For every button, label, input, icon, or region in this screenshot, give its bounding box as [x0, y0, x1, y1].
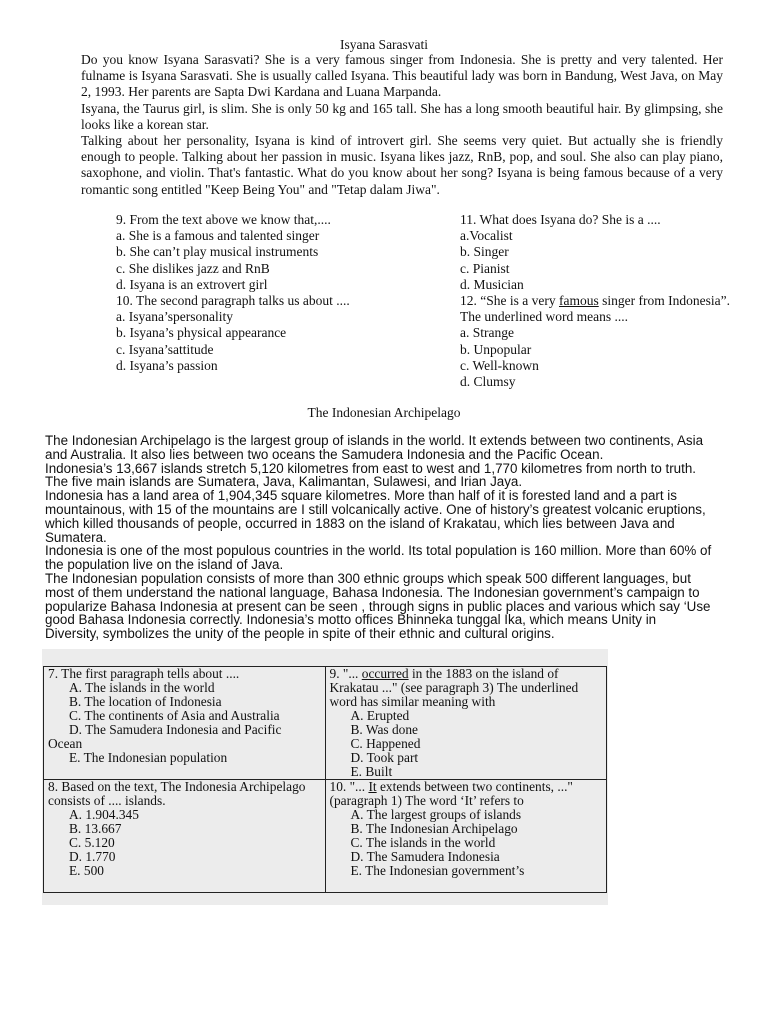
question-10-option-c: c. Isyana’sattitude	[116, 341, 214, 357]
question-9b-option-c: C. Happened	[350, 736, 421, 751]
question-9b-option-d: D. Took part	[350, 750, 419, 765]
question-12-option-c: c. Well-known	[460, 357, 539, 373]
question-7-option-d-wrap: Ocean	[48, 736, 83, 751]
question-9b-option-b: B. Was done	[350, 722, 418, 737]
question-10b-option-b: B. The Indonesian Archipelago	[350, 821, 518, 836]
question-11-option-c: c. Pianist	[460, 260, 510, 276]
question-8-stem: 8. Based on the text, The Indonesia Archipelago consists of .... islands.	[48, 779, 306, 808]
passage-paragraph: Talking about her personality, Isyana is kind of introvert girl. She seems very quiet. But actually she is friendly enough to people. Talking about her passion in music. Isyana likes jazz, RnB, pop, and soul. She also can play piano, saxophone, and violin. That's fantastic. What do you know about her song? Isyana is being famous because of a very romantic song entitled "Keep Being You" and "Tetap dalam Jiwa".	[81, 133, 723, 197]
question-10b-option-e: E. The Indonesian government’s	[350, 863, 525, 878]
question-7-option-e: E. The Indonesian population	[69, 750, 228, 765]
question-9-option-d: d. Isyana is an extrovert girl	[116, 276, 268, 292]
question-9b-option-e: E. Built	[350, 764, 393, 779]
table-cell-q9	[325, 667, 607, 780]
questions-right-column	[460, 212, 730, 390]
question-11-option-d: d. Musician	[460, 276, 524, 292]
question-9b-option-a: A. Erupted	[350, 708, 410, 723]
questions-left-column	[116, 212, 436, 374]
question-9b-stem-end: in the 1883 on the island of Krakatau ..." (see paragraph 3) The underlined word has similar meaning with	[329, 666, 579, 709]
table-row	[44, 667, 607, 780]
question-10b-stem-start: 10. "...	[329, 779, 369, 794]
question-12-option-d: d. Clumsy	[460, 374, 516, 390]
passage-paragraph: Isyana, the Taurus girl, is slim. She is only 50 kg and 165 tall. She has a long smooth beautiful hair. By glimpsing, she looks like a korean star.	[81, 100, 723, 132]
question-8-option-c: C. 5.120	[69, 835, 115, 850]
question-table	[43, 666, 607, 893]
question-11-option-b: b. Singer	[460, 244, 509, 260]
passage-paragraph: The Indonesian Archipelago is the largest group of islands in the world. It extends between two continents, Asia and Australia. It also lies between two oceans the Samudera Indonesia and the Pacific Ocean.	[45, 433, 704, 462]
passage-paragraph: Indonesia is one of the most populous countries in the world. Its total population is 160 million. More than 60% of the population live on the island of Java.	[45, 543, 712, 573]
question-9b-stem-start: 9. "...	[329, 666, 362, 681]
question-7-stem: 7. The first paragraph tells about ....	[48, 666, 240, 681]
question-11-stem: 11. What does Isyana do? She is a ....	[460, 212, 661, 227]
question-8-option-b: B. 13.667	[69, 821, 122, 836]
question-7-option-b: B. The location of Indonesia	[69, 694, 222, 709]
question-12-option-b: b. Unpopular	[460, 341, 532, 357]
archipelago-passage	[45, 434, 713, 641]
question-12-stem-start: 12. “She is a very	[460, 293, 559, 309]
question-10b-option-a: A. The largest groups of islands	[350, 807, 522, 822]
passage-paragraph: Indonesia has a land area of 1,904,345 square kilometres. More than half of it is forested land and a part is mountainous, with 15 of the mountains are I still volcanically active. One of history’s greatest volcanic eruptions, which killed thousands of people, occurred in 1883 on the island of Krakatau, which lies between Java and Sumatera.	[45, 488, 706, 545]
question-12-option-a: a. Strange	[460, 325, 514, 341]
passage-paragraph: The five main islands are Sumatera, Java, Kalimantan, Sulawesi, and Irian Jaya.	[45, 474, 523, 490]
table-cell-q8	[44, 780, 326, 893]
question-9-option-a: a. She is a famous and talented singer	[116, 228, 320, 244]
underlined-word: It	[368, 779, 377, 794]
question-10b-stem	[330, 780, 603, 808]
table-row	[44, 780, 607, 893]
passage-paragraph: The Indonesian population consists of more than 300 ethnic groups which speak 500 different languages, but most of them understand the national language, Bahasa Indonesia. The Indonesian government’s campaign to popularize Bahasa Indonesia at present can be seen , through signs in public places and various which say ‘Use good Bahasa Indonesia correctly. Indonesia’s motto offices Bhinneka tunggal Ika, which means Unity in Diversity, symbolizes the unity of the people in spite of their ethnic and cultural origins.	[45, 570, 711, 642]
question-9b-stem	[330, 667, 603, 709]
question-9-stem: 9. From the text above we know that,....	[116, 212, 331, 227]
question-8-option-a: A. 1.904.345	[69, 807, 139, 822]
question-10-stem: 10. The second paragraph talks us about ....	[116, 293, 350, 309]
passage-paragraph: Do you know Isyana Sarasvati? She is a very famous singer from Indonesia. She is pretty and very talented. Her fulname is Isyana Sarasvati. She is usually called Isyana. This beautiful lady was born in Bandung, West Java, on May 2, 1993. Her parents are Sapta Dwi Kardana and Luana Marpanda.	[81, 52, 723, 100]
question-12-stem-end: singer from Indonesia”. The underlined word means ....	[460, 293, 730, 325]
question-12-stem	[460, 293, 730, 325]
isyana-passage	[81, 52, 723, 198]
question-9-option-c: c. She dislikes jazz and RnB	[116, 260, 270, 276]
table-cell-q10	[325, 780, 607, 893]
question-7-option-d: D. The Samudera Indonesia and Pacific	[69, 722, 282, 737]
title-isyana: Isyana Sarasvati	[339, 37, 429, 52]
question-10b-option-c: C. The islands in the world	[350, 835, 496, 850]
underlined-word: famous	[558, 293, 599, 309]
question-10-option-b: b. Isyana’s physical appearance	[116, 325, 287, 341]
underlined-word: occurred	[361, 666, 409, 681]
question-10b-option-d: D. The Samudera Indonesia	[350, 849, 500, 864]
question-7-option-a: A. The islands in the world	[69, 680, 215, 695]
question-8-option-d: D. 1.770	[69, 849, 116, 864]
table-cell-q7	[44, 667, 326, 780]
question-10-option-d: d. Isyana’s passion	[116, 357, 218, 373]
question-11-option-a: a.Vocalist	[460, 228, 513, 244]
passage-paragraph: Indonesia’s 13,667 islands stretch 5,120 kilometres from east to west and 1,770 kilometres from north to truth.	[45, 460, 697, 476]
question-7-option-c: C. The continents of Asia and Australia	[69, 708, 280, 723]
question-8-option-e: E. 500	[69, 863, 104, 878]
question-10b-stem-end: extends between two continents, ..." (paragraph 1) The word ‘It’ refers to	[329, 779, 573, 808]
question-9-option-b: b. She can’t play musical instruments	[116, 244, 319, 260]
question-10-option-a: a. Isyana’spersonality	[116, 309, 233, 325]
title-archipelago: The Indonesian Archipelago	[307, 405, 461, 420]
